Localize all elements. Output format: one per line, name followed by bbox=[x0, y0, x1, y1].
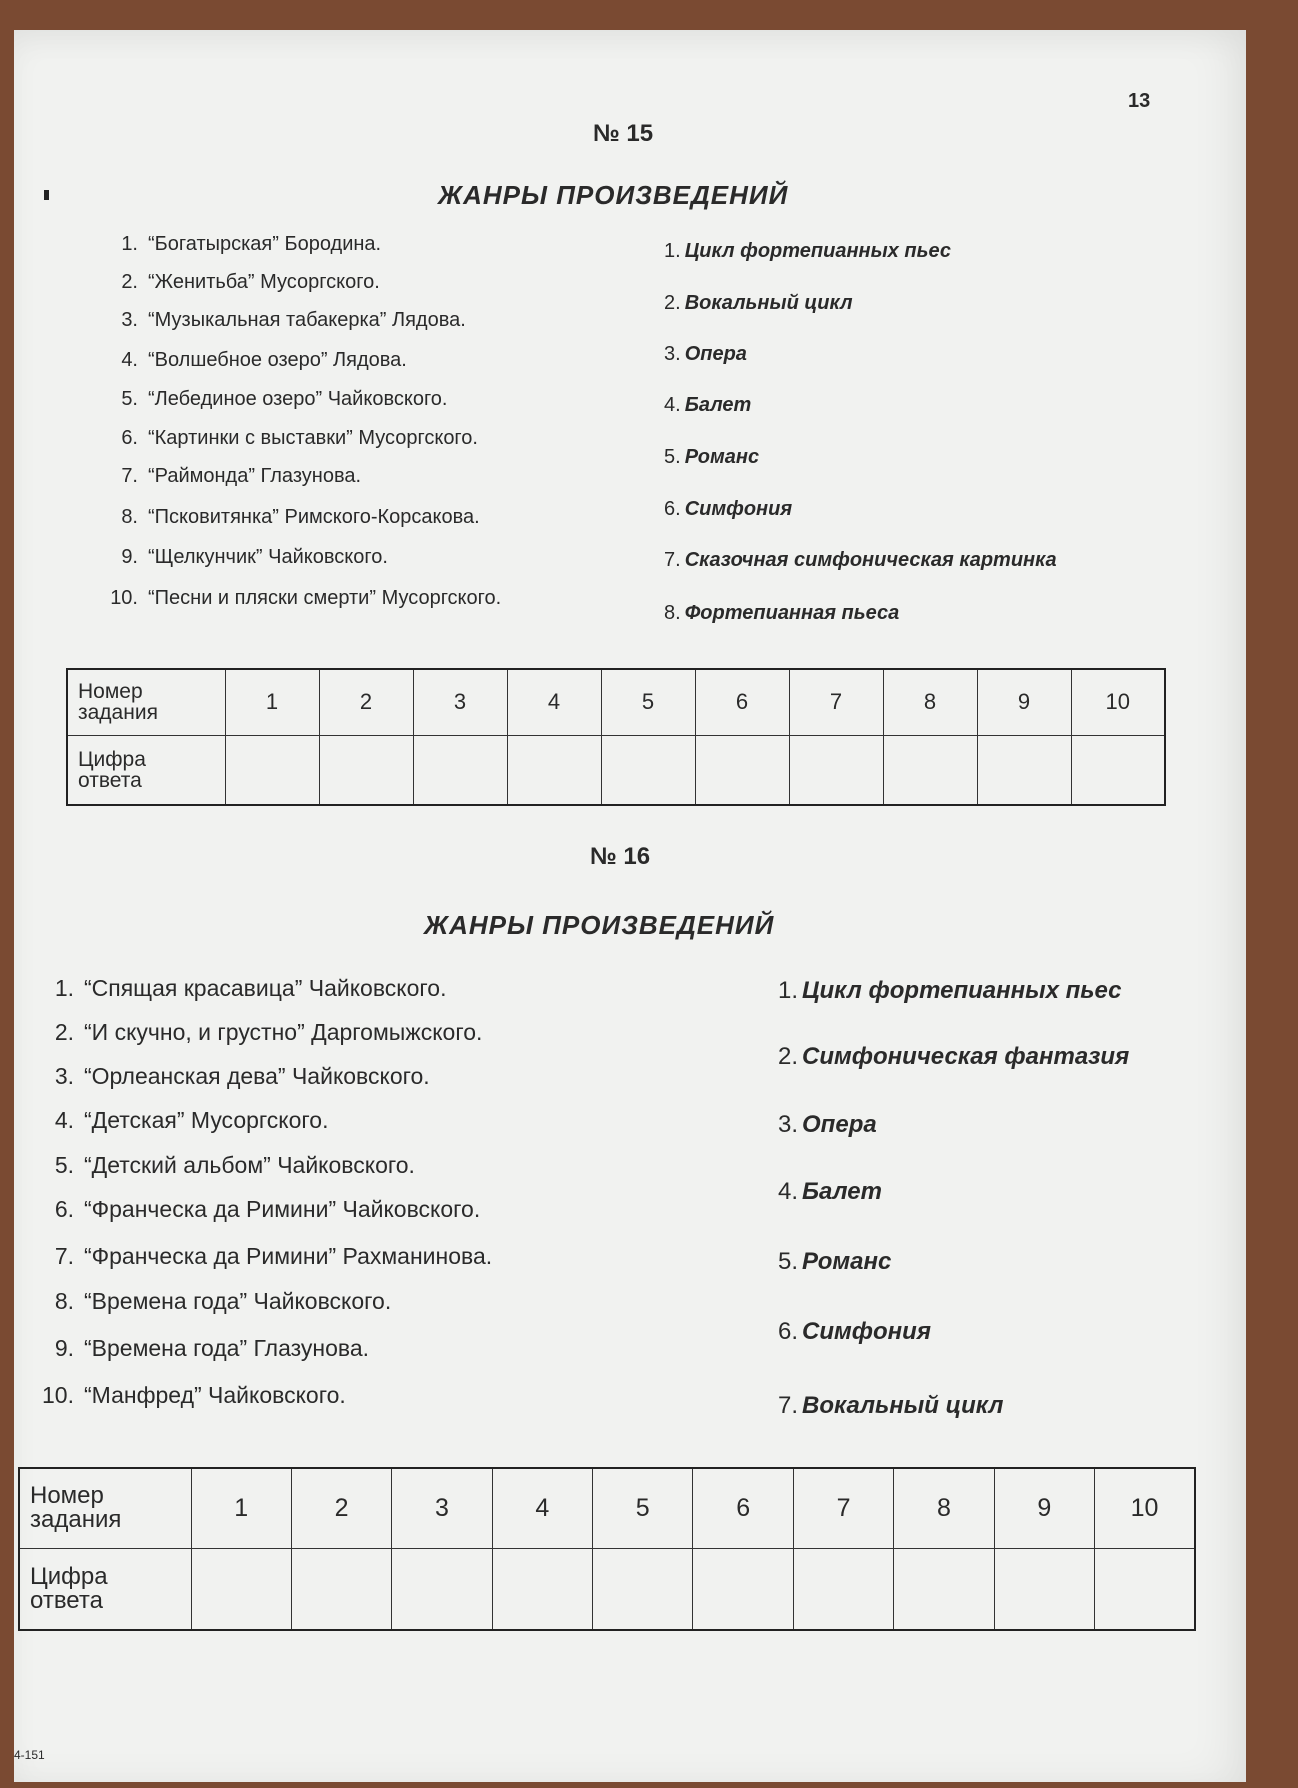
column-number: 5 bbox=[593, 1468, 693, 1548]
work-item: 10. “Песни и пляски смерти” Мусоргского. bbox=[110, 587, 502, 609]
answer-cell[interactable] bbox=[492, 1548, 592, 1630]
work-item: 7. “Раймонда” Глазунова. bbox=[121, 465, 362, 487]
task-number: № 15 bbox=[593, 120, 654, 147]
answer-cell[interactable] bbox=[994, 1548, 1094, 1630]
work-item: 4. “Детская” Мусоргского. bbox=[54, 1107, 329, 1133]
work-item: 8. “Псковитянка” Римского-Корсакова. bbox=[121, 506, 480, 528]
column-number: 9 bbox=[977, 669, 1071, 735]
column-number: 3 bbox=[413, 669, 507, 735]
row-label: Цифра ответа bbox=[19, 1548, 191, 1630]
answer-cell[interactable] bbox=[695, 735, 789, 805]
answer-cell[interactable] bbox=[1071, 735, 1165, 805]
row-label: Номер задания bbox=[67, 669, 225, 735]
column-number: 4 bbox=[507, 669, 601, 735]
work-item: 6. “Франческа да Римини” Чайковского. bbox=[54, 1196, 481, 1222]
answer-cell[interactable] bbox=[507, 735, 601, 805]
work-item: 9. “Щелкунчик” Чайковского. bbox=[121, 546, 388, 568]
work-item: 10. “Манфред” Чайковского. bbox=[42, 1382, 346, 1408]
column-number: 10 bbox=[1071, 669, 1165, 735]
answer-cell[interactable] bbox=[191, 1548, 291, 1630]
answer-cell[interactable] bbox=[693, 1548, 793, 1630]
column-number: 6 bbox=[693, 1468, 793, 1548]
answer-cell[interactable] bbox=[319, 735, 413, 805]
task-number-row bbox=[19, 1468, 1195, 1548]
answer-cell[interactable] bbox=[225, 735, 319, 805]
section-title: ЖАНРЫ ПРОИЗВЕДЕНИЙ bbox=[424, 910, 775, 940]
genre-item: 5. Романс bbox=[664, 446, 760, 468]
genre-item: 2. Симфоническая фантазия bbox=[778, 1043, 1130, 1070]
column-number: 8 bbox=[894, 1468, 994, 1548]
answer-cell[interactable] bbox=[789, 735, 883, 805]
work-item: 9. “Времена года” Глазунова. bbox=[54, 1335, 370, 1361]
answer-cell[interactable] bbox=[1095, 1548, 1195, 1630]
genre-item: 6. Симфония bbox=[778, 1318, 931, 1345]
footer-code: 4-151 bbox=[14, 1748, 45, 1762]
work-item: 2. “И скучно, и грустно” Даргомыжского. bbox=[54, 1019, 483, 1045]
work-item: 3. “Орлеанская дева” Чайковского. bbox=[54, 1063, 430, 1089]
answer-row bbox=[19, 1548, 1195, 1630]
answer-table bbox=[18, 1467, 1196, 1631]
task-number: № 16 bbox=[590, 843, 651, 870]
answer-cell[interactable] bbox=[883, 735, 977, 805]
answer-cell[interactable] bbox=[413, 735, 507, 805]
work-item: 1. “Спящая красавица” Чайковского. bbox=[54, 975, 447, 1001]
genre-item: 4. Балет bbox=[778, 1178, 882, 1205]
column-number: 6 bbox=[695, 669, 789, 735]
answer-row bbox=[67, 735, 1165, 805]
work-item: 5. “Лебединое озеро” Чайковского. bbox=[121, 388, 448, 410]
work-item: 2. “Женитьба” Мусоргского. bbox=[121, 271, 380, 293]
answer-cell[interactable] bbox=[894, 1548, 994, 1630]
margin-mark bbox=[44, 190, 49, 200]
work-item: 8. “Времена года” Чайковского. bbox=[54, 1288, 392, 1314]
genre-item: 6. Симфония bbox=[664, 498, 793, 520]
section-title: ЖАНРЫ ПРОИЗВЕДЕНИЙ bbox=[438, 180, 789, 210]
genre-item: 1. Цикл фортепианных пьес bbox=[664, 240, 951, 262]
task-number-row bbox=[67, 669, 1165, 735]
column-number: 2 bbox=[291, 1468, 391, 1548]
genre-item: 1. Цикл фортепианных пьес bbox=[778, 977, 1122, 1004]
genre-item: 4. Балет bbox=[664, 394, 752, 416]
column-number: 3 bbox=[392, 1468, 492, 1548]
work-item: 4. “Волшебное озеро” Лядова. bbox=[121, 349, 407, 371]
answer-cell[interactable] bbox=[601, 735, 695, 805]
genre-item: 7. Сказочная симфоническая картинка bbox=[664, 549, 1057, 571]
work-item: 6. “Картинки с выставки” Мусоргского. bbox=[121, 427, 478, 449]
work-item: 3. “Музыкальная табакерка” Лядова. bbox=[121, 309, 466, 331]
answer-cell[interactable] bbox=[392, 1548, 492, 1630]
answer-table bbox=[66, 668, 1166, 806]
column-number: 4 bbox=[492, 1468, 592, 1548]
column-number: 5 bbox=[601, 669, 695, 735]
genre-item: 2. Вокальный цикл bbox=[664, 292, 853, 314]
work-item: 5. “Детский альбом” Чайковского. bbox=[54, 1152, 415, 1178]
column-number: 7 bbox=[793, 1468, 893, 1548]
column-number: 8 bbox=[883, 669, 977, 735]
answer-cell[interactable] bbox=[793, 1548, 893, 1630]
column-number: 2 bbox=[319, 669, 413, 735]
genre-item: 3. Опера bbox=[664, 343, 747, 365]
answer-cell[interactable] bbox=[291, 1548, 391, 1630]
answer-cell[interactable] bbox=[977, 735, 1071, 805]
genre-item: 3. Опера bbox=[778, 1111, 877, 1138]
row-label: Цифра ответа bbox=[67, 735, 225, 805]
column-number: 1 bbox=[225, 669, 319, 735]
work-item: 7. “Франческа да Римини” Рахманинова. bbox=[54, 1243, 493, 1269]
column-number: 7 bbox=[789, 669, 883, 735]
genre-item: 5. Романс bbox=[778, 1248, 892, 1275]
column-number: 10 bbox=[1095, 1468, 1195, 1548]
genre-item: 7. Вокальный цикл bbox=[778, 1392, 1004, 1419]
page-number: 13 bbox=[1128, 90, 1151, 112]
answer-cell[interactable] bbox=[593, 1548, 693, 1630]
work-item: 1. “Богатырская” Бородина. bbox=[121, 233, 382, 255]
column-number: 9 bbox=[994, 1468, 1094, 1548]
row-label: Номер задания bbox=[19, 1468, 191, 1548]
genre-item: 8. Фортепианная пьеса bbox=[664, 602, 900, 624]
column-number: 1 bbox=[191, 1468, 291, 1548]
